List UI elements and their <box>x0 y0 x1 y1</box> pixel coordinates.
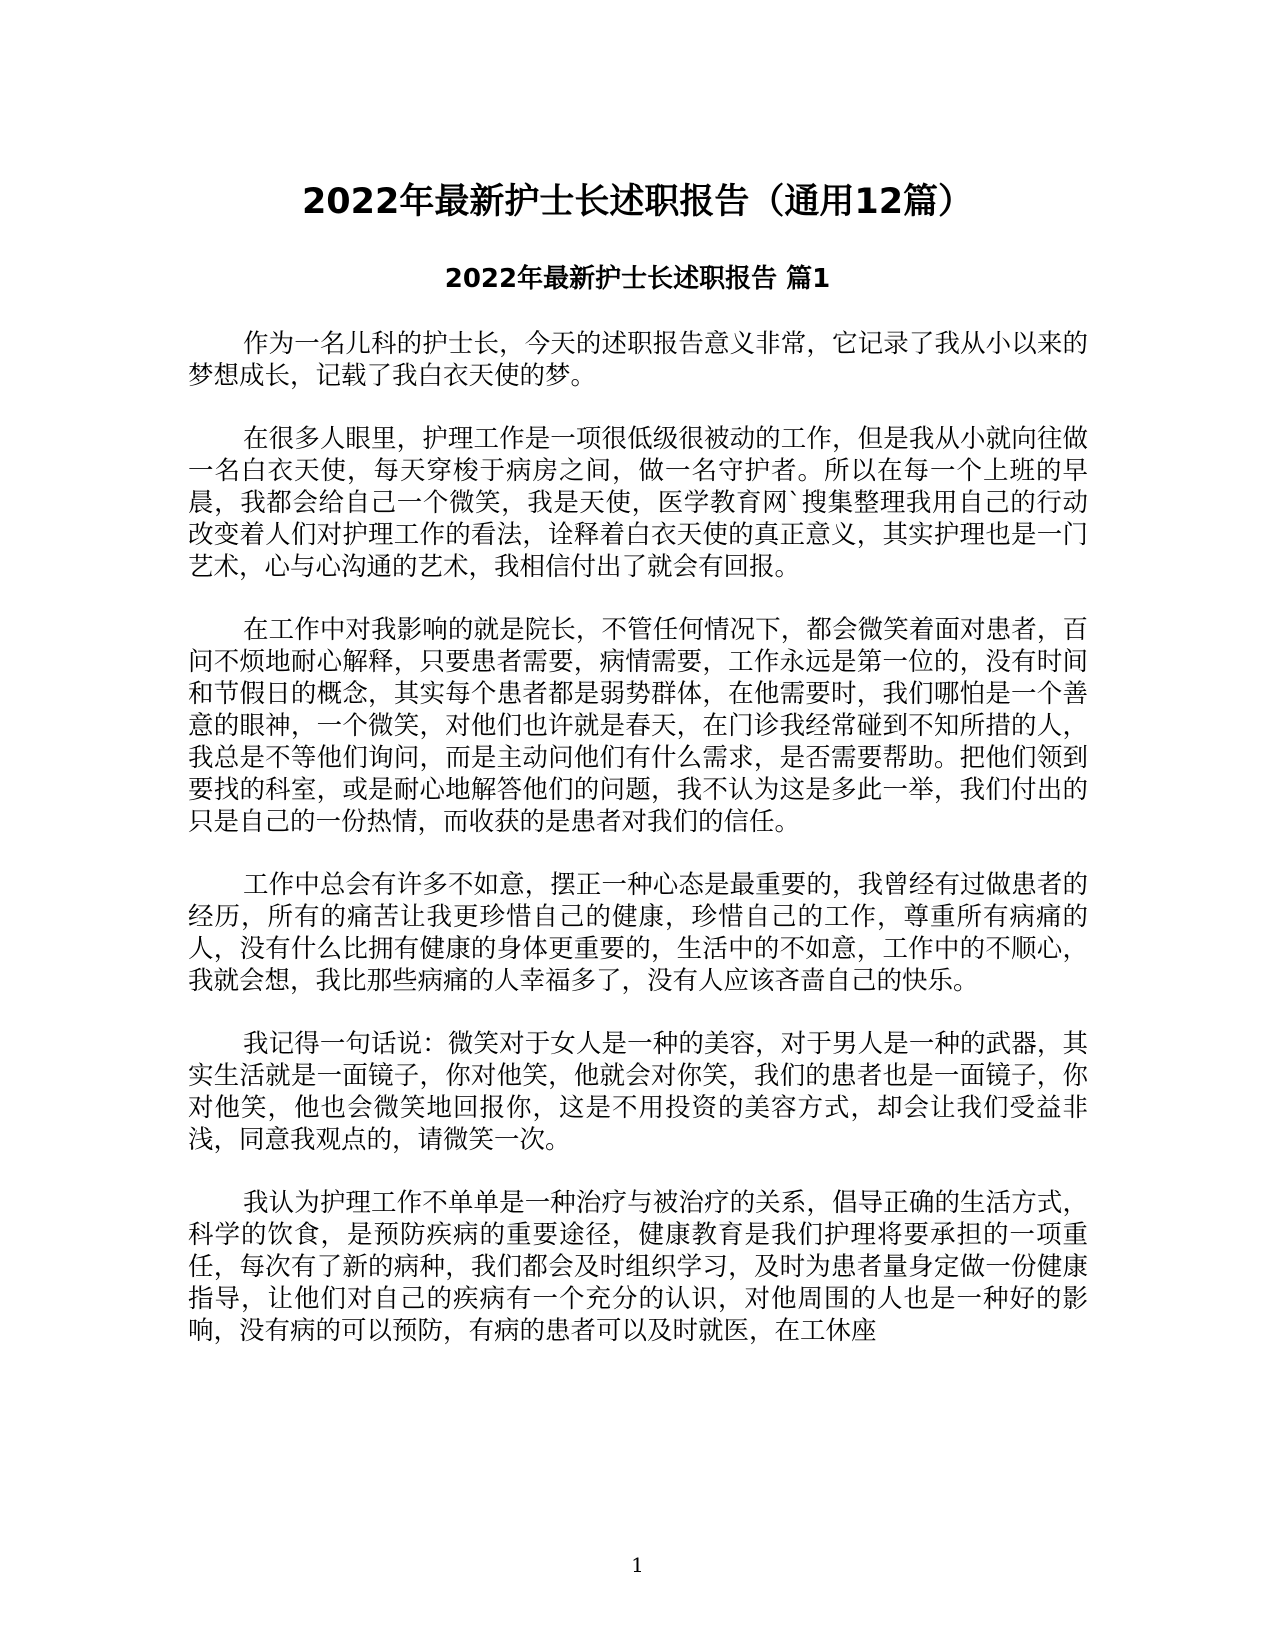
paragraph: 在工作中对我影响的就是院长，不管任何情况下，都会微笑着面对患者，百问不烦地耐心解释，只要患者需要，病情需要，工作永远是第一位的，没有时间和节假日的概念，其实每个患者都是弱势群体，在他需要时，我们哪怕是一个善意的眼神，一个微笑，对他们也许就是春天，在门诊我经常碰到不知所措的人，我总是不等他们询问，而是主动问他们有什么需求，是否需要帮助。把他们领到要找的科室，或是耐心地解答他们的问题，我不认为这是多此一举，我们付出的只是自己的一份热情，而收获的是患者对我们的信任。 <box>188 615 1088 837</box>
paragraph: 在很多人眼里，护理工作是一项很低级很被动的工作，但是我从小就向往做一名白衣天使，每天穿梭于病房之间，做一名守护者。所以在每一个上班的早晨，我都会给自己一个微笑，我是天使，医学教育网`搜集整理我用自己的行动改变着人们对护理工作的看法，诠释着白衣天使的真正意义，其实护理也是一门艺术，心与心沟通的艺术，我相信付出了就会有回报。 <box>188 424 1088 582</box>
paragraph: 我记得一句话说：微笑对于女人是一种的美容，对于男人是一种的武器，其实生活就是一面镜子，你对他笑，他就会对你笑，我们的患者也是一面镜子，你对他笑，他也会微笑地回报你，这是不用投资的美容方式，却会让我们受益非浅，同意我观点的，请微笑一次。 <box>188 1029 1088 1155</box>
page-number: 1 <box>631 1553 644 1577</box>
paragraph: 我认为护理工作不单单是一种治疗与被治疗的关系，倡导正确的生活方式，科学的饮食，是预防疾病的重要途径，健康教育是我们护理将要承担的一项重任，每次有了新的病种，我们都会及时组织学习，及时为患者量身定做一份健康指导，让他们对自己的疾病有一个充分的认识，对他周围的人也是一种好的影响，没有病的可以预防，有病的患者可以及时就医，在工休座 <box>188 1188 1088 1346</box>
body-text <box>188 328 1088 1378</box>
document-title: 2022年最新护士长述职报告（通用12篇） <box>301 182 974 222</box>
paragraph: 工作中总会有许多不如意，摆正一种心态是最重要的，我曾经有过做患者的经历，所有的痛苦让我更珍惜自己的健康，珍惜自己的工作，尊重所有病痛的人，没有什么比拥有健康的身体更重要的，生活中的不如意，工作中的不顺心，我就会想，我比那些病痛的人幸福多了，没有人应该吝啬自己的快乐。 <box>188 870 1088 996</box>
section-heading: 2022年最新护士长述职报告 篇1 <box>444 264 831 294</box>
paragraph: 作为一名儿科的护士长，今天的述职报告意义非常，它记录了我从小以来的梦想成长，记载了我白衣天使的梦。 <box>188 329 1088 391</box>
